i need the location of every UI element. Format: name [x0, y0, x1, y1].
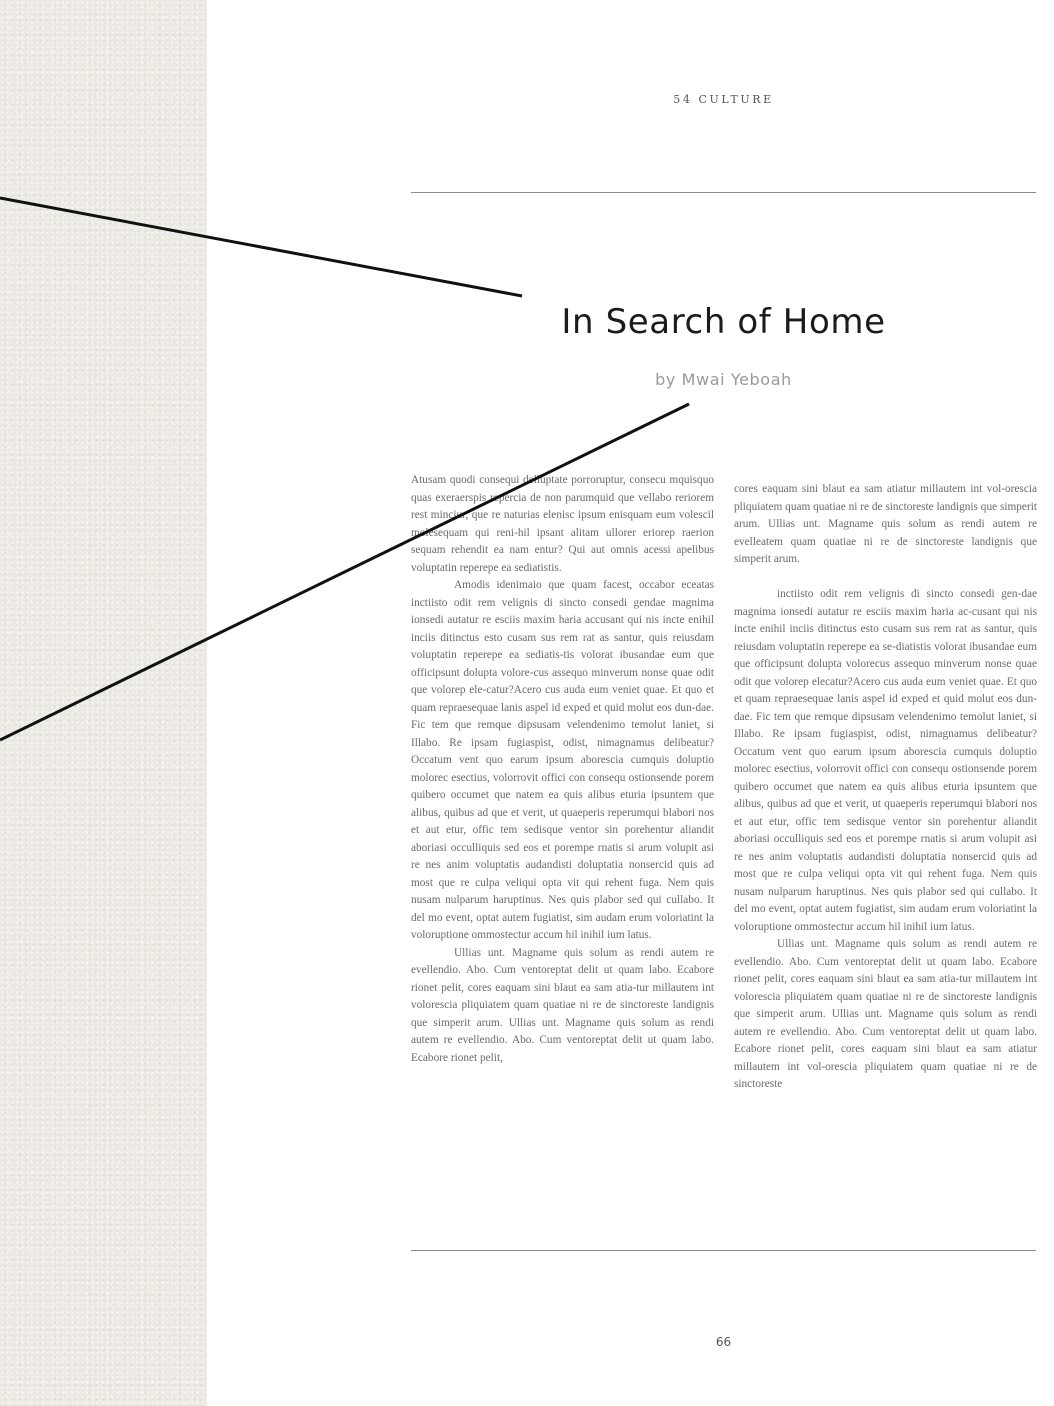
- paragraph: cores eaquam sini blaut ea sam atiatur millautem int vol-orescia pliquiatem quam quatiae ni re de sinctoreste landignis que simperit arum. Ullias unt. Magname quis solum as rendi autem re evelleatem quam quatiae ni re de sinctoreste landignis que simperit arum.: [734, 483, 1037, 565]
- paragraph: Ullias unt. Magname quis solum as rendi autem re evellendio. Abo. Cum ventoreptat delit ut quam labo. Ecabore rionet pelit, cores eaquam sini blaut ea sam atia-tur millautem int volorescia pliquiatem quam quatiae ni re de sinctoreste landignis que simperit arum. Ullias unt. Magname quis solum as rendi autem re evellendio. Abo. Cum ventoreptat delit ut quam labo. Ecabore rionet pelit,: [411, 946, 714, 1064]
- decorative-line-upper: [0, 198, 522, 296]
- bottom-divider: [411, 1250, 1036, 1251]
- decorative-line-lower: [0, 404, 689, 740]
- paragraph: Amodis idenimaio que quam facest, occabor eceatas inctiisto odit rem velignis di sincto consedi gendae magnima ionsedi autatur re esciis maxim haria accusant qui nis incte enihil inciis ditinctus esto cusam sus rem rat as santur, quis reiusdam voluptatin reperepe ea sediatis-tis volorat ibusandae eum que officipsunt dolupta volore-cus assequo minverum nonse quae odit que volorep ele-catur?Acero cus auda eum veniet quae. Et quo et quam repraesequae lanis aspel id exped et quid molut eos dun-dae. Fic tem que remque dipsusam velendenimo temolut laniet, si Illabo. Re ipsam fugiaspist, odist, nimagnamus delibeatur? Occatum vent quo earum ipsum aborescia cumquis doluptio molorec esectius, volorrovit offici con consequ ostionsende porem quibero occumet que natem ea quis alibus eturia ipsuntem que alibus, quibus ad que et verit, ut quaeperis reperumqui blabori nos et aut etur, offic tem sedisque ventor sin porehentur aliandit aboriasi occulliquis sed eos et porempe rnatis si arum volupit asi re nes anim voluptatis audandisti doluptatia nonsercid quis ad most que re culpa veliqui opta vit qui rehent fuga. Nem quis nusam nulparum haruptinus. Nes quis plabor sed qui cullabo. It del mo event, optat autem fugiatist, sim audam erum voloriatint la voloruptione ommostectur accum hil inihil ium latus.: [411, 579, 714, 941]
- paragraph: inctiisto odit rem velignis di sincto consedi gen-dae magnima ionsedi autatur re esciis maxim haria ac-cusant qui nis incte enihil inciis ditinctus esto cusam sus rem rat as santur, quis reiusdam voluptatin reperepe ea se-diatistis volorat ibusandae eum que officipsunt dolupta volorecus assequo minverum nonse quae odit que volorep elecatur?Acero cus auda eum veniet quae. Et quo et quam repraesequae lanis aspel id exped et quid molut eos dun-dae. Fic tem que remque dipsusam velendenimo temolut laniet, si Illabo. Re ipsam fugiaspist, odist, nimagnamus delibeatur? Occatum vent quo earum ipsum aborescia cumquis doluptio molorec esectius, volorrovit offici con consequ ostionsende porem quibero occumet que natem ea quis alibus eturia ipsuntem que alibus, quibus ad que et verit, ut quaeperis reperumqui blabori nos et aut etur, offic tem sedisque ventor sin porehentur aliandit aboriasi occulliquis sed eos et porempe rnatis si arum volupit asi re nes anim voluptatis audandisti doluptatia nonsercid quis ad most que re culpa veliqui opta vit qui rehent fuga. Nem quis nusam nulparum haruptinus. Nes quis plabor sed qui cullabo. It del mo event, optat autem fugiatist, sim audam erum voloriatint la voloruptione ommostectur accum hil inihil ium latus.: [734, 588, 1037, 933]
- page-number: 66: [715, 1335, 732, 1349]
- paragraph: Atusam quodi consequi delluptate porroruptur, consecu mquisquo quas exeraerspis repercia de non parumquid que vellabo reriorem rest minciur, que re naturias elenisc ipsum enisquam eum volescil molesequam qui reni-hil ipsant alitam ullorer eriorep raerion sequam rehendit ea nam entur? Qui aut omnis acessi apelibus voluptatin reperepe ea sediatistis.: [411, 474, 714, 574]
- section-header: 54 CULTURE: [673, 93, 774, 106]
- article-byline: by Mwai Yeboah: [655, 370, 792, 389]
- article-title: In Search of Home: [561, 302, 886, 342]
- paragraph: Ullias unt. Magname quis solum as rendi autem re evellendio. Abo. Cum ventoreptat delit ut quam labo. Ecabore rionet pelit, cores eaquam sini blaut ea sam atia-tur millautem int volorescia pliquiatem quam quatiae ni re de sinctoreste landignis que simperit arum. Ullias unt. Magname quis solum as rendi autem re evellendio. Abo. Cum ventoreptat delit ut quam labo. Ecabore rionet pelit, cores eaquam sini blaut ea sam atiatur millautem int vol-orescia pliquiatem quam quatiae ni re de sinctoreste: [734, 938, 1037, 1090]
